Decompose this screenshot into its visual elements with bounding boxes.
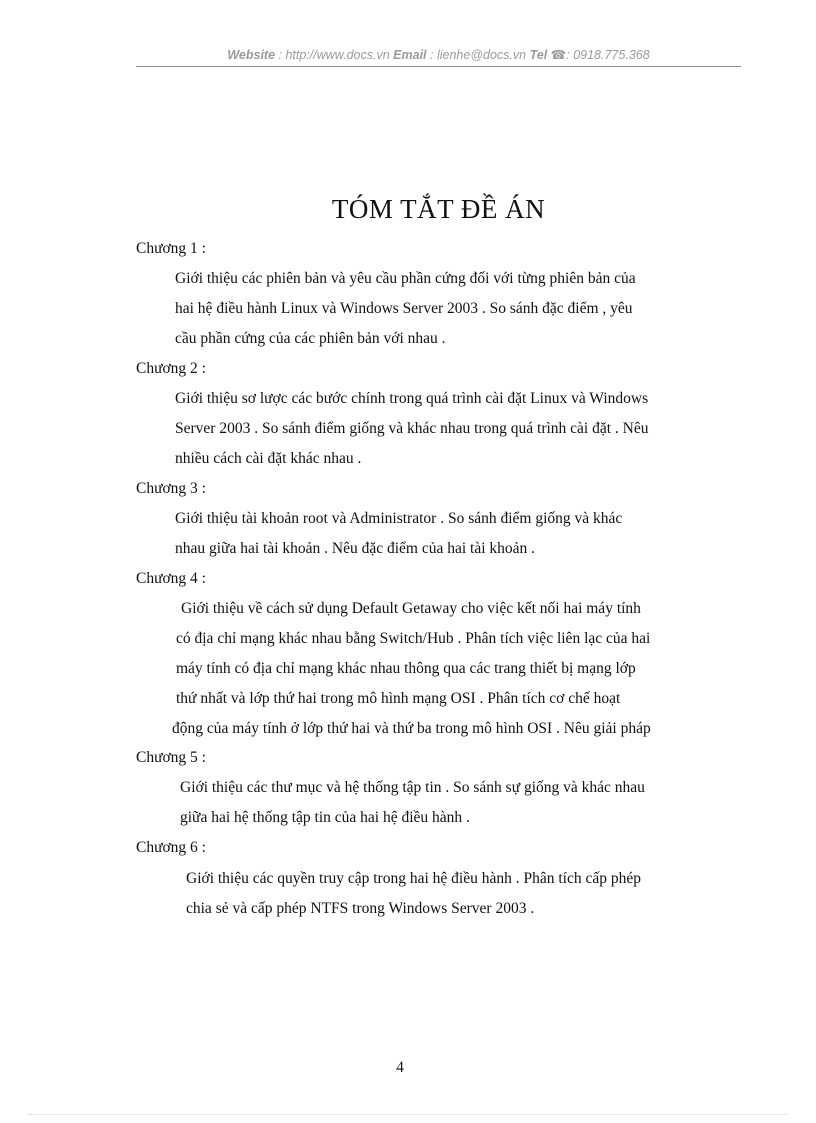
chapter-6-line-2: chia sẻ và cấp phép NTFS trong Windows Server 2003 . (186, 900, 535, 917)
chapter-6-line-1: Giới thiệu các quyền truy cập trong hai hệ điều hành . Phân tích cấp phép (186, 870, 641, 887)
chapter-4-line-2: có địa chỉ mạng khác nhau bằng Switch/Hub . Phân tích việc liên lạc của hai (176, 630, 651, 647)
chapter-1-line-1: Giới thiệu các phiên bản và yêu cầu phần cứng đối với từng phiên bản của (175, 270, 636, 287)
chapter-5-line-1: Giới thiệu các thư mục và hệ thống tập tin . So sánh sự giống và khác nhau (180, 779, 645, 796)
chapter-2-line-3: nhiều cách cài đặt khác nhau . (175, 450, 362, 467)
chapter-3-line-2: nhau giữa hai tài khoản . Nêu đặc điểm của hai tài khoản . (175, 540, 536, 557)
phone-icon: ☎ (550, 48, 567, 62)
chapter-1-line-3: cầu phần cứng của các phiên bản với nhau . (175, 330, 446, 347)
chapter-4-line-3: máy tính có địa chỉ mạng khác nhau thông qua các trang thiết bị mạng lớp (176, 660, 636, 677)
page-number: 4 (396, 1059, 404, 1076)
tel-label: Tel (529, 48, 548, 62)
chapter-5-heading: Chương 5 : (136, 749, 206, 766)
chapter-1-line-2: hai hệ điều hành Linux và Windows Server 2003 . So sánh đặc điểm , yêu (175, 300, 633, 317)
chapter-3-line-1: Giới thiệu tài khoản root và Administrator . So sánh điểm giống và khác (175, 510, 623, 527)
chapter-2-line-2: Server 2003 . So sánh điểm giống và khác nhau trong quá trình cài đặt . Nêu (175, 420, 649, 437)
tel-value: : 0918.775.368 (566, 48, 650, 62)
email-value: : lienhe@docs.vn (430, 48, 527, 62)
document-title: TÓM TẮT ĐỀ ÁN (331, 194, 546, 224)
website-value: : http://www.docs.vn (278, 48, 390, 62)
chapter-4-line-1: Giới thiệu về cách sử dụng Default Getaway cho việc kết nối hai máy tính (181, 600, 641, 617)
page-header (136, 47, 741, 62)
header-divider (136, 66, 741, 67)
website-label: Website (227, 48, 276, 62)
chapter-4-line-4: thứ nhất và lớp thứ hai trong mô hình mạng OSI . Phân tích cơ chế hoạt (176, 690, 621, 707)
bottom-divider (28, 1114, 788, 1115)
chapter-4-heading: Chương 4 : (136, 570, 206, 587)
chapter-1-heading: Chương 1 : (136, 240, 206, 257)
chapter-2-heading: Chương 2 : (136, 360, 206, 377)
email-label: Email (393, 48, 427, 62)
chapter-3-heading: Chương 3 : (136, 480, 206, 497)
chapter-5-line-2: giữa hai hệ thống tập tin của hai hệ điều hành . (180, 809, 470, 826)
chapter-4-line-5: động của máy tính ở lớp thứ hai và thứ ba trong mô hình OSI . Nêu giải pháp (172, 720, 651, 737)
chapter-2-line-1: Giới thiệu sơ lược các bước chính trong quá trình cài đặt Linux và Windows (175, 390, 649, 407)
chapter-6-heading: Chương 6 : (136, 839, 206, 856)
